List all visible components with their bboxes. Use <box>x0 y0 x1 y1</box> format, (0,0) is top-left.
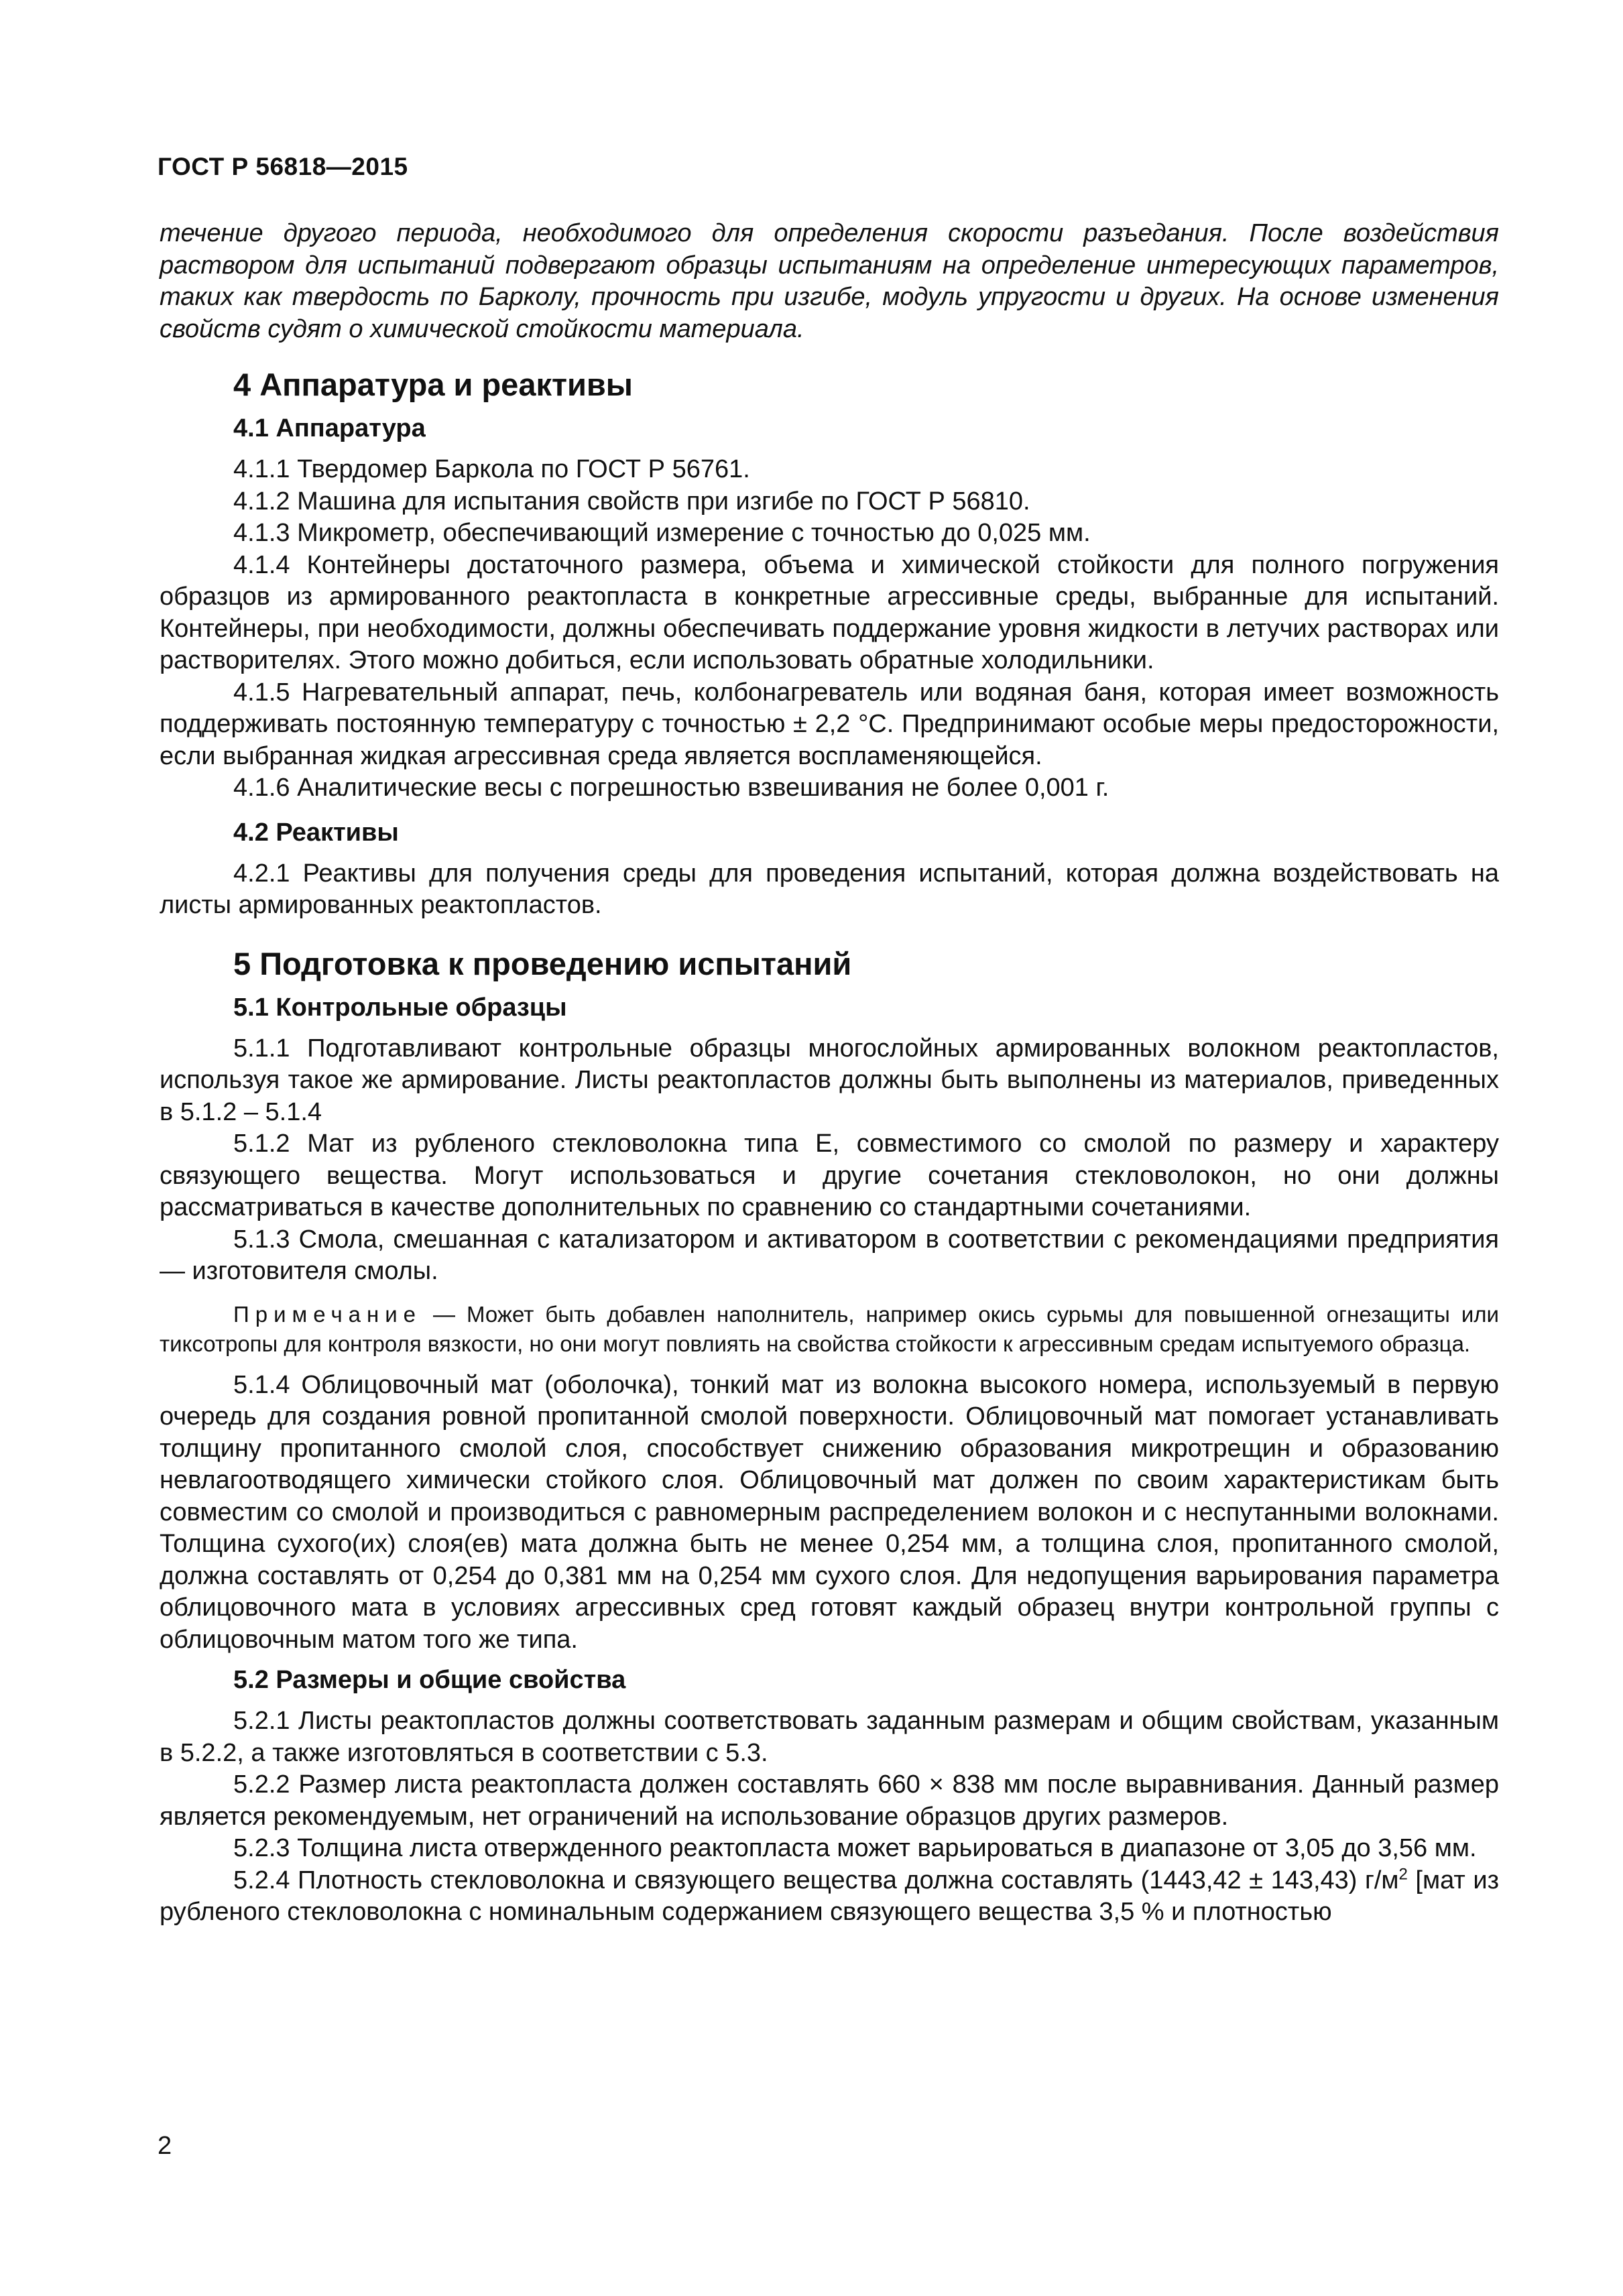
clause-5-1-4: 5.1.4 Облицовочный мат (оболочка), тонкий мат из волокна высокого номера, используемый в первую очередь для создания ровной пропитанной смолой поверхности. Облицовочный мат помогает устанавливать толщину пропитанного смолой слоя, способствует снижению образования микротрещин и образованию невлагоотводящего химически стойкого слоя. Облицовочный мат должен по своим характеристикам быть совместим со смолой и производиться с равномерным распределением волокон и с неспутанными волокнами. Толщина сухого(их) слоя(ев) мата должна быть не менее 0,254 мм, а толщина слоя, пропитанного смолой, должна составлять от 0,254 до 0,381 мм на 0,254 мм сухого слоя. Для недопущения варьирования параметра облицовочного мата в условиях агрессивных сред готовят каждый образец внутри контрольной группы с облицовочным матом того же типа. <box>160 1370 1499 1654</box>
clause-5-1-1: 5.1.1 Подготавливают контрольные образцы многослойных армированных волокном реактопластов, используя такое же армирование. Листы реактопластов должны быть выполнены из материалов, приведенных в 5.1.2 – 5.1.4 <box>160 1034 1499 1126</box>
clause-4-1-5: 4.1.5 Нагревательный аппарат, печь, колбонагреватель или водяная баня, которая имеет возможность поддерживать постоянную температуру с точностью ± 2,2 °С. Предпринимают особые меры предосторожности, если выбранная жидкая агрессивная среда является воспламеняющейся. <box>160 678 1499 770</box>
clause-4-1-1: 4.1.1 Твердомер Баркола по ГОСТ Р 56761. <box>233 455 750 483</box>
section-4-2-title: 4.2 Реактивы <box>233 818 399 847</box>
intro-paragraph: течение другого периода, необходимого для определения скорости разъедания. После воздействия раствором для испытаний подвергают образцы испытаниям на определение интересующих параметров, таких как твердость по Барколу, прочность при изгибе, модуль упругости и других. На основе изменения свойств судят о химической стойкости материала. <box>160 219 1499 343</box>
clause-5-1-3: 5.1.3 Смола, смешанная с катализатором и активатором в соответствии с рекомендациями предприятия — изготовителя смолы. <box>160 1225 1499 1285</box>
clause-4-1-2: 4.1.2 Машина для испытания свойств при изгибе по ГОСТ Р 56810. <box>233 487 1030 516</box>
section-5-2-title: 5.2 Размеры и общие свойства <box>233 1666 626 1694</box>
note-paragraph <box>160 1300 1499 1359</box>
clause-4-1-6: 4.1.6 Аналитические весы с погрешностью взвешивания не более 0,001 г. <box>233 774 1109 802</box>
clause-4-1-4: 4.1.4 Контейнеры достаточного размера, объема и химической стойкости для полного погружения образцов из армированного реактопласта в конкретные агрессивные среды, выбранные для испытаний. Контейнеры, при необходимости, должны обеспечивать поддержание уровня жидкости в летучих растворах или растворителях. Этого можно добиться, если использовать обратные холодильники. <box>160 550 1499 674</box>
clause-5-1-2: 5.1.2 Мат из рубленого стекловолокна типа Е, совместимого со смолой по размеру и характеру связующего вещества. Могут использоваться и другие сочетания стекловолокон, но они должны рассматриваться в качестве дополнительных по сравнению со стандартными сочетаниями. <box>160 1130 1499 1221</box>
section-5-title: 5 Подготовка к проведению испытаний <box>233 945 852 981</box>
clause-5-2-4-rest: [мат из рубленого стекловолокна с номинальным содержанием связующего вещества 3,5 % и плотностью <box>160 1866 1499 1926</box>
page-number: 2 <box>158 2132 172 2160</box>
document-header: ГОСТ Р 56818—2015 <box>158 153 408 180</box>
note-label: Примечание <box>233 1301 422 1327</box>
clause-5-2-3: 5.2.3 Толщина листа отвержденного реактопласта может варьироваться в диапазоне от 3,05 до 3,56 мм. <box>233 1834 1477 1862</box>
clause-5-2-4-main: 5.2.4 Плотность стекловолокна и связующего вещества должна составлять (1443,42 ± 143,43) г/м <box>233 1866 1399 1894</box>
section-4-1-title: 4.1 Аппаратура <box>233 414 426 442</box>
clause-4-2-1: 4.2.1 Реактивы для получения среды для проведения испытаний, которая должна воздействовать на листы армированных реактопластов. <box>160 859 1499 919</box>
section-5-1-title: 5.1 Контрольные образцы <box>233 993 567 1022</box>
section-4-title: 4 Аппаратура и реактивы <box>233 367 633 402</box>
superscript-2: 2 <box>1398 1864 1408 1883</box>
clause-5-2-1: 5.2.1 Листы реактопластов должны соответствовать заданным размерам и общим свойствам, указанным в 5.2.2, а также изготовляться в соответствии с 5.3. <box>160 1707 1499 1767</box>
clause-5-2-2: 5.2.2 Размер листа реактопласта должен составлять 660 × 838 мм после выравнивания. Данный размер является рекомендуемым, нет ограничений на использование образцов других размеров. <box>160 1770 1499 1831</box>
note-text: — Может быть добавлен наполнитель, например окись сурьмы для повышенной огнезащиты или тиксотропы для контроля вязкости, но они могут повлиять на свойства стойкости к агрессивным средам испытуемого образца. <box>160 1301 1499 1356</box>
document-body <box>160 218 1499 1929</box>
clause-4-1-3: 4.1.3 Микрометр, обеспечивающий измерение с точностью до 0,025 мм. <box>233 519 1091 547</box>
clause-5-2-4 <box>160 1865 1499 1929</box>
